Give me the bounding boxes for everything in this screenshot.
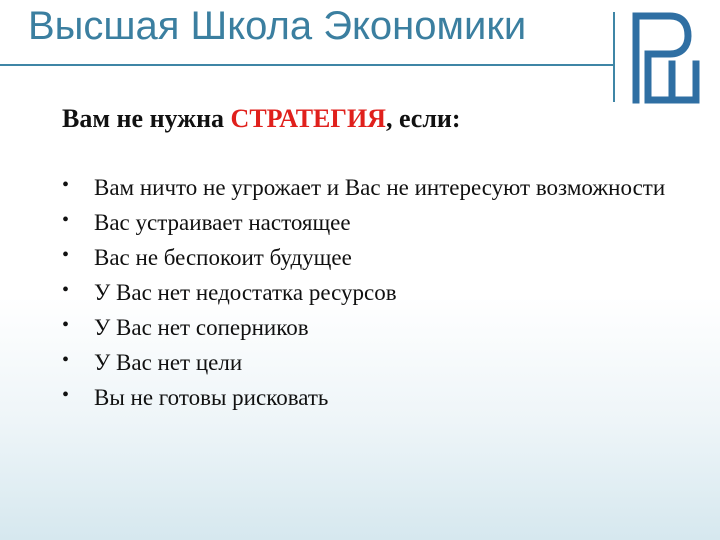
- list-item: [60, 170, 680, 205]
- header-vertical-divider: [613, 12, 615, 102]
- bullet-icon: •: [62, 349, 70, 371]
- bullet-icon: •: [62, 384, 70, 406]
- bullet-icon: •: [62, 244, 70, 266]
- list-item-text: Вас устраивает настоящее: [94, 210, 351, 235]
- list-item: [60, 275, 680, 310]
- bullet-icon: •: [62, 314, 70, 336]
- list-item-text: Вас не беспокоит будущее: [94, 245, 352, 270]
- list-item-text: У Вас нет соперников: [94, 315, 309, 340]
- heading-accent: СТРАТЕГИЯ: [230, 104, 386, 133]
- bullet-icon: •: [62, 279, 70, 301]
- list-item: [60, 240, 680, 275]
- list-item-text: Вам ничто не угрожает и Вас не интересуют возможности: [94, 175, 666, 200]
- list-item: [60, 345, 680, 380]
- list-item-text: У Вас нет цели: [94, 350, 243, 375]
- slide-heading: [62, 104, 461, 134]
- bullet-icon: •: [62, 174, 70, 196]
- list-item: [60, 310, 680, 345]
- hse-logo-icon: [626, 10, 706, 106]
- list-item-text: Вы не готовы рисковать: [94, 385, 329, 410]
- bullet-list: [60, 170, 680, 415]
- list-item: [60, 205, 680, 240]
- list-item: [60, 380, 680, 415]
- heading-suffix: , если:: [385, 104, 461, 133]
- heading-prefix: Вам не нужна: [62, 104, 231, 133]
- list-item-text: У Вас нет недостатка ресурсов: [94, 280, 397, 305]
- bullet-icon: •: [62, 209, 70, 231]
- page-title: Высшая Школа Экономики: [28, 4, 527, 48]
- header-divider: [0, 64, 614, 66]
